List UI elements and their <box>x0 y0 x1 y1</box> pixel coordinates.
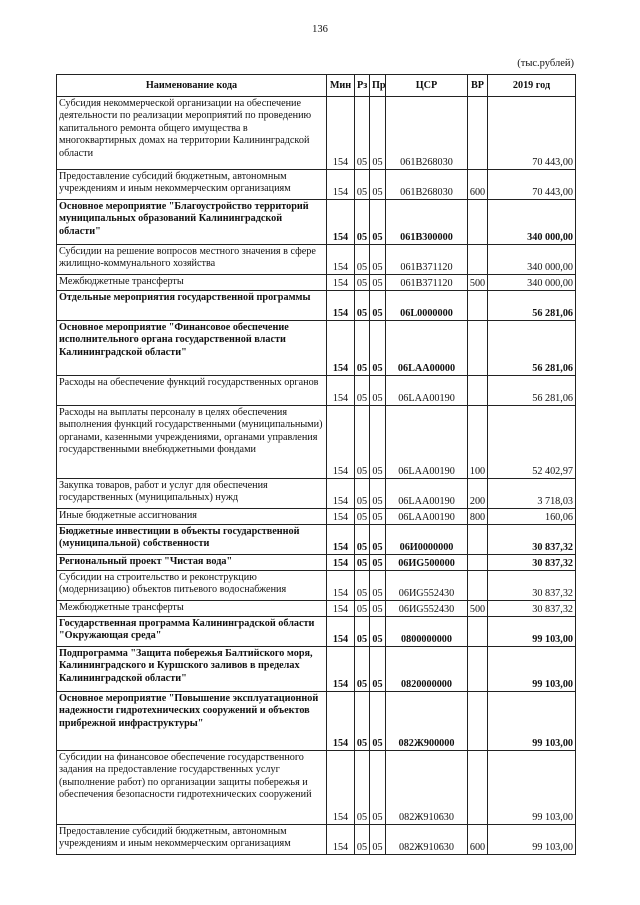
table-row <box>57 509 576 525</box>
row-min: 154 <box>327 601 355 617</box>
header-csr: ЦСР <box>386 75 468 97</box>
table-row <box>57 601 576 617</box>
row-min: 154 <box>327 97 355 170</box>
row-vr <box>468 571 488 601</box>
row-min: 154 <box>327 406 355 479</box>
row-rz: 05 <box>355 751 370 825</box>
row-amount: 52 402,97 <box>488 406 576 479</box>
row-csr: 06L0000000 <box>386 291 468 321</box>
row-name: Закупка товаров, работ и услуг для обеспечения государственных (муниципальных) нужд <box>57 479 327 509</box>
row-pr: 05 <box>370 376 386 406</box>
row-rz: 05 <box>355 525 370 555</box>
table-row <box>57 555 576 571</box>
row-name: Отдельные мероприятия государственной программы <box>57 291 327 321</box>
table-row <box>57 376 576 406</box>
header-vr: ВР <box>468 75 488 97</box>
row-csr: 06LАА00190 <box>386 406 468 479</box>
row-rz: 05 <box>355 692 370 751</box>
row-amount: 70 443,00 <box>488 170 576 200</box>
row-amount: 30 837,32 <box>488 555 576 571</box>
row-min: 154 <box>327 692 355 751</box>
row-csr: 06ИG552430 <box>386 601 468 617</box>
row-rz: 05 <box>355 245 370 275</box>
row-amount: 30 837,32 <box>488 571 576 601</box>
row-vr <box>468 555 488 571</box>
table-row <box>57 291 576 321</box>
row-name: Государственная программа Калининградской области "Окружающая среда" <box>57 617 327 647</box>
row-min: 154 <box>327 525 355 555</box>
row-pr: 05 <box>370 692 386 751</box>
row-vr <box>468 525 488 555</box>
table-row <box>57 751 576 825</box>
row-name: Региональный проект "Чистая вода" <box>57 555 327 571</box>
row-rz: 05 <box>355 275 370 291</box>
row-vr <box>468 321 488 376</box>
row-pr: 05 <box>370 601 386 617</box>
row-rz: 05 <box>355 479 370 509</box>
row-csr: 061В268030 <box>386 170 468 200</box>
table-row <box>57 321 576 376</box>
row-min: 154 <box>327 479 355 509</box>
row-vr <box>468 291 488 321</box>
row-min: 154 <box>327 291 355 321</box>
row-csr: 06LАА00000 <box>386 321 468 376</box>
row-amount: 99 103,00 <box>488 751 576 825</box>
row-pr: 05 <box>370 245 386 275</box>
row-min: 154 <box>327 321 355 376</box>
row-csr: 061В371120 <box>386 275 468 291</box>
row-vr <box>468 245 488 275</box>
table-row <box>57 525 576 555</box>
row-rz: 05 <box>355 170 370 200</box>
row-amount: 99 103,00 <box>488 617 576 647</box>
table-row <box>57 479 576 509</box>
row-name: Основное мероприятие "Благоустройство территорий муниципальных образований Калининградской области" <box>57 200 327 245</box>
row-pr: 05 <box>370 406 386 479</box>
row-rz: 05 <box>355 509 370 525</box>
row-vr: 800 <box>468 509 488 525</box>
row-name: Субсидии на финансовое обеспечение государственного задания на предоставление государственных услуг (выполнение работ) по организации защиты побережья и обеспечения безопасности гидротехнических сооружений <box>57 751 327 825</box>
row-pr: 05 <box>370 825 386 855</box>
row-name: Межбюджетные трансферты <box>57 275 327 291</box>
row-min: 154 <box>327 647 355 692</box>
row-min: 154 <box>327 275 355 291</box>
row-name: Межбюджетные трансферты <box>57 601 327 617</box>
row-pr: 05 <box>370 751 386 825</box>
row-pr: 05 <box>370 321 386 376</box>
row-pr: 05 <box>370 555 386 571</box>
row-name: Предоставление субсидий бюджетным, автономным учреждениям и иным некоммерческим организациям <box>57 825 327 855</box>
row-rz: 05 <box>355 617 370 647</box>
budget-table <box>56 74 576 855</box>
table-row <box>57 275 576 291</box>
row-min: 154 <box>327 376 355 406</box>
row-min: 154 <box>327 825 355 855</box>
row-min: 154 <box>327 571 355 601</box>
row-rz: 05 <box>355 200 370 245</box>
row-amount: 56 281,06 <box>488 321 576 376</box>
row-vr: 500 <box>468 275 488 291</box>
row-csr: 082Ж900000 <box>386 692 468 751</box>
header-pr: Пр <box>370 75 386 97</box>
row-pr: 05 <box>370 571 386 601</box>
row-name: Основное мероприятие "Финансовое обеспечение исполнительного органа государственной власти Калининградской области" <box>57 321 327 376</box>
row-rz: 05 <box>355 406 370 479</box>
units-label: (тыс.рублей) <box>517 58 574 69</box>
row-csr: 0820000000 <box>386 647 468 692</box>
row-pr: 05 <box>370 170 386 200</box>
row-name: Предоставление субсидий бюджетным, автономным учреждениям и иным некоммерческим организациям <box>57 170 327 200</box>
row-rz: 05 <box>355 555 370 571</box>
row-csr: 061В371120 <box>386 245 468 275</box>
row-name: Субсидии на решение вопросов местного значения в сфере жилищно-коммунального хозяйства <box>57 245 327 275</box>
row-vr: 600 <box>468 825 488 855</box>
row-pr: 05 <box>370 97 386 170</box>
row-rz: 05 <box>355 97 370 170</box>
row-amount: 56 281,06 <box>488 376 576 406</box>
row-min: 154 <box>327 751 355 825</box>
row-vr <box>468 200 488 245</box>
table-row <box>57 825 576 855</box>
row-pr: 05 <box>370 525 386 555</box>
table-row <box>57 170 576 200</box>
row-name: Субсидии на строительство и реконструкцию (модернизацию) объектов питьевого водоснабжения <box>57 571 327 601</box>
header-rz: Рз <box>355 75 370 97</box>
row-csr: 06LАА00190 <box>386 479 468 509</box>
table-row <box>57 245 576 275</box>
row-amount: 3 718,03 <box>488 479 576 509</box>
row-name: Расходы на обеспечение функций государственных органов <box>57 376 327 406</box>
row-vr <box>468 376 488 406</box>
row-name: Иные бюджетные ассигнования <box>57 509 327 525</box>
row-csr: 082Ж910630 <box>386 825 468 855</box>
row-csr: 06LАА00190 <box>386 509 468 525</box>
row-pr: 05 <box>370 509 386 525</box>
table-row <box>57 200 576 245</box>
row-name: Подпрограмма "Защита побережья Балтийского моря, Калининградского и Куршского заливов в пределах Калининградской области" <box>57 647 327 692</box>
row-csr: 06ИG552430 <box>386 571 468 601</box>
row-rz: 05 <box>355 376 370 406</box>
row-pr: 05 <box>370 291 386 321</box>
row-amount: 56 281,06 <box>488 291 576 321</box>
row-min: 154 <box>327 170 355 200</box>
row-amount: 340 000,00 <box>488 200 576 245</box>
row-name: Основное мероприятие "Повышение эксплуатационной надежности гидротехнических сооружений и объектов прибрежной инфраструктуры" <box>57 692 327 751</box>
row-rz: 05 <box>355 571 370 601</box>
row-csr: 082Ж910630 <box>386 751 468 825</box>
row-pr: 05 <box>370 275 386 291</box>
row-amount: 340 000,00 <box>488 245 576 275</box>
row-name: Бюджетные инвестиции в объекты государственной (муниципальной) собственности <box>57 525 327 555</box>
row-amount: 340 000,00 <box>488 275 576 291</box>
row-csr: 06ИG500000 <box>386 555 468 571</box>
row-min: 154 <box>327 509 355 525</box>
row-vr <box>468 751 488 825</box>
row-vr: 500 <box>468 601 488 617</box>
row-pr: 05 <box>370 647 386 692</box>
table-row <box>57 647 576 692</box>
table-row <box>57 97 576 170</box>
row-amount: 30 837,32 <box>488 601 576 617</box>
row-min: 154 <box>327 617 355 647</box>
row-rz: 05 <box>355 825 370 855</box>
table-row <box>57 406 576 479</box>
row-pr: 05 <box>370 617 386 647</box>
row-amount: 99 103,00 <box>488 692 576 751</box>
table-row <box>57 692 576 751</box>
row-vr: 200 <box>468 479 488 509</box>
row-name: Субсидия некоммерческой организации на обеспечение деятельности по реализации мероприятий по проведению капитального ремонта общего имущества в многоквартирных домах на территории Калининградской области <box>57 97 327 170</box>
row-rz: 05 <box>355 601 370 617</box>
row-csr: 06LАА00190 <box>386 376 468 406</box>
row-amount: 160,06 <box>488 509 576 525</box>
row-amount: 99 103,00 <box>488 825 576 855</box>
row-pr: 05 <box>370 200 386 245</box>
row-vr: 100 <box>468 406 488 479</box>
row-csr: 061В268030 <box>386 97 468 170</box>
row-min: 154 <box>327 555 355 571</box>
row-rz: 05 <box>355 321 370 376</box>
row-csr: 06И0000000 <box>386 525 468 555</box>
table-header-row <box>57 75 576 97</box>
row-vr <box>468 97 488 170</box>
row-csr: 061В300000 <box>386 200 468 245</box>
row-min: 154 <box>327 245 355 275</box>
row-name: Расходы на выплаты персоналу в целях обеспечения выполнения функций государственными (муниципальными) органами, казенными учреждениями, органами управления государственными внебюджетными фондами <box>57 406 327 479</box>
row-rz: 05 <box>355 291 370 321</box>
row-amount: 99 103,00 <box>488 647 576 692</box>
row-amount: 30 837,32 <box>488 525 576 555</box>
row-amount: 70 443,00 <box>488 97 576 170</box>
row-vr <box>468 617 488 647</box>
table-row <box>57 617 576 647</box>
header-year: 2019 год <box>488 75 576 97</box>
row-min: 154 <box>327 200 355 245</box>
page-number: 136 <box>312 24 328 35</box>
header-min: Мин <box>327 75 355 97</box>
row-vr: 600 <box>468 170 488 200</box>
row-pr: 05 <box>370 479 386 509</box>
row-rz: 05 <box>355 647 370 692</box>
row-vr <box>468 692 488 751</box>
table-row <box>57 571 576 601</box>
header-name: Наименование кода <box>57 75 327 97</box>
row-csr: 0800000000 <box>386 617 468 647</box>
row-vr <box>468 647 488 692</box>
